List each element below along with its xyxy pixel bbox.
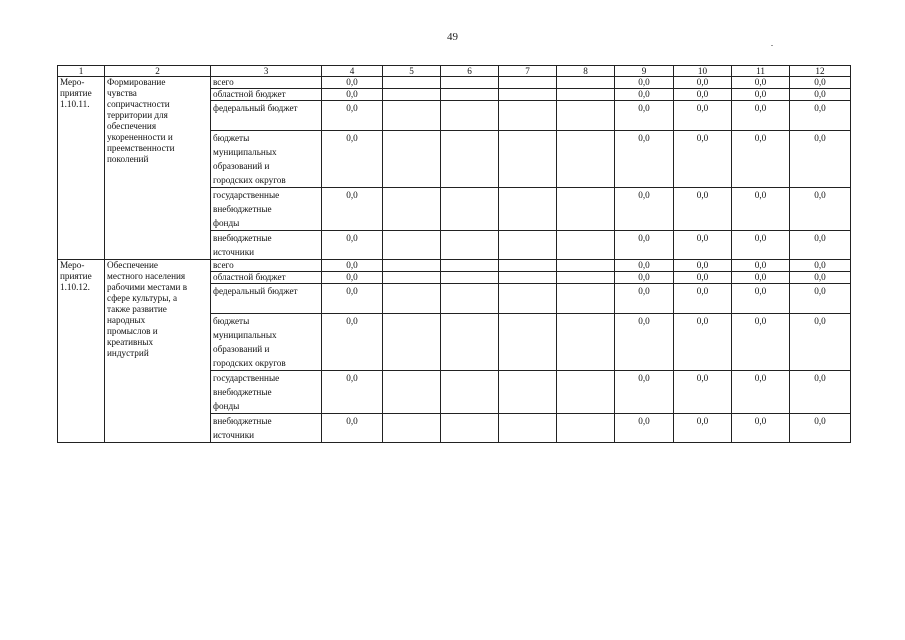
value-cell xyxy=(499,101,557,131)
value-cell: 0,0 xyxy=(674,284,732,314)
value-cell: 0,0 xyxy=(615,231,674,260)
value-cell xyxy=(383,272,441,284)
scan-speck xyxy=(771,45,773,46)
funding-source-line: областной бюджет xyxy=(213,272,286,282)
column-header: 12 xyxy=(790,66,851,77)
value-cell xyxy=(441,131,499,188)
value-cell: 0,0 xyxy=(322,131,383,188)
event-description-line: также развитие xyxy=(107,304,167,314)
value-cell xyxy=(383,77,441,89)
event-number-line: приятие xyxy=(60,88,92,98)
column-header: 4 xyxy=(322,66,383,77)
value-cell: 0,0 xyxy=(790,314,851,371)
value-cell xyxy=(441,188,499,231)
value-cell: 0,0 xyxy=(674,101,732,131)
value-cell: 0,0 xyxy=(732,89,790,101)
value-cell: 0,0 xyxy=(674,272,732,284)
value-cell: 0,0 xyxy=(790,101,851,131)
funding-source-line: областной бюджет xyxy=(213,89,286,99)
event-description-cell xyxy=(105,77,211,260)
event-description-line: народных xyxy=(107,315,146,325)
funding-source-line: образований и xyxy=(213,344,270,354)
value-cell: 0,0 xyxy=(790,260,851,272)
budget-table xyxy=(57,65,851,443)
table-row xyxy=(58,77,851,89)
value-cell: 0,0 xyxy=(732,414,790,443)
value-cell: 0,0 xyxy=(322,231,383,260)
funding-source-line: городских округов xyxy=(213,358,286,368)
funding-source-cell xyxy=(211,314,322,371)
value-cell: 0,0 xyxy=(615,272,674,284)
funding-source-line: фонды xyxy=(213,218,240,228)
column-header: 6 xyxy=(441,66,499,77)
event-number-cell xyxy=(58,77,105,260)
value-cell: 0,0 xyxy=(732,101,790,131)
value-cell xyxy=(441,314,499,371)
column-header: 11 xyxy=(732,66,790,77)
funding-source-cell xyxy=(211,260,322,272)
value-cell: 0,0 xyxy=(674,131,732,188)
value-cell xyxy=(499,260,557,272)
value-cell: 0,0 xyxy=(790,231,851,260)
event-number-line: Меро- xyxy=(60,77,85,87)
event-description-line: Формирование xyxy=(107,77,166,87)
value-cell: 0,0 xyxy=(322,414,383,443)
value-cell xyxy=(441,371,499,414)
funding-source-line: внебюджетные xyxy=(213,387,272,397)
value-cell xyxy=(441,414,499,443)
value-cell: 0,0 xyxy=(615,101,674,131)
funding-source-cell xyxy=(211,231,322,260)
value-cell xyxy=(557,77,615,89)
value-cell: 0,0 xyxy=(790,77,851,89)
value-cell: 0,0 xyxy=(615,414,674,443)
value-cell: 0,0 xyxy=(732,284,790,314)
value-cell xyxy=(383,231,441,260)
value-cell: 0,0 xyxy=(790,188,851,231)
funding-source-line: государственные xyxy=(213,373,280,383)
value-cell xyxy=(499,414,557,443)
value-cell: 0,0 xyxy=(732,188,790,231)
value-cell xyxy=(557,231,615,260)
event-description-line: поколений xyxy=(107,154,149,164)
value-cell xyxy=(499,371,557,414)
value-cell: 0,0 xyxy=(322,272,383,284)
funding-source-line: городских округов xyxy=(213,175,286,185)
value-cell: 0,0 xyxy=(674,414,732,443)
column-header: 1 xyxy=(58,66,105,77)
value-cell: 0,0 xyxy=(615,89,674,101)
funding-source-line: бюджеты xyxy=(213,316,250,326)
funding-source-line: федеральный бюджет xyxy=(213,103,298,113)
value-cell xyxy=(441,272,499,284)
table-body xyxy=(58,77,851,443)
value-cell: 0,0 xyxy=(322,314,383,371)
event-description-line: Обеспечение xyxy=(107,260,158,270)
value-cell xyxy=(441,101,499,131)
value-cell: 0,0 xyxy=(615,314,674,371)
value-cell: 0,0 xyxy=(674,188,732,231)
value-cell: 0,0 xyxy=(674,371,732,414)
value-cell: 0,0 xyxy=(322,77,383,89)
funding-source-cell xyxy=(211,101,322,131)
value-cell: 0,0 xyxy=(732,77,790,89)
value-cell xyxy=(383,414,441,443)
value-cell xyxy=(499,284,557,314)
funding-source-cell xyxy=(211,371,322,414)
value-cell: 0,0 xyxy=(732,371,790,414)
value-cell xyxy=(499,314,557,371)
value-cell: 0,0 xyxy=(790,371,851,414)
page-number: 49 xyxy=(447,31,458,43)
value-cell: 0,0 xyxy=(322,188,383,231)
value-cell xyxy=(557,89,615,101)
funding-source-line: фонды xyxy=(213,401,240,411)
value-cell xyxy=(499,131,557,188)
value-cell: 0,0 xyxy=(615,260,674,272)
value-cell xyxy=(557,131,615,188)
event-description-line: местного населения xyxy=(107,271,186,281)
value-cell xyxy=(499,89,557,101)
funding-source-line: государственные xyxy=(213,190,280,200)
value-cell xyxy=(499,77,557,89)
value-cell xyxy=(499,188,557,231)
funding-source-cell xyxy=(211,131,322,188)
column-header: 2 xyxy=(105,66,211,77)
value-cell xyxy=(383,131,441,188)
event-description-cell xyxy=(105,260,211,443)
event-description-line: сфере культуры, а xyxy=(107,293,178,303)
funding-source-line: источники xyxy=(213,430,255,440)
funding-source-cell xyxy=(211,414,322,443)
event-description-line: укорененности и xyxy=(107,132,173,142)
funding-source-line: образований и xyxy=(213,161,270,171)
column-header: 9 xyxy=(615,66,674,77)
value-cell xyxy=(383,314,441,371)
value-cell: 0,0 xyxy=(674,314,732,371)
funding-source-line: всего xyxy=(213,260,234,270)
value-cell: 0,0 xyxy=(615,371,674,414)
value-cell: 0,0 xyxy=(674,77,732,89)
funding-source-line: бюджеты xyxy=(213,133,250,143)
value-cell: 0,0 xyxy=(322,101,383,131)
value-cell xyxy=(557,272,615,284)
event-description-line: территории для xyxy=(107,110,168,120)
funding-source-cell xyxy=(211,89,322,101)
value-cell: 0,0 xyxy=(322,89,383,101)
value-cell: 0,0 xyxy=(732,131,790,188)
value-cell: 0,0 xyxy=(790,414,851,443)
funding-source-line: федеральный бюджет xyxy=(213,286,298,296)
value-cell: 0,0 xyxy=(732,231,790,260)
value-cell: 0,0 xyxy=(732,272,790,284)
value-cell: 0,0 xyxy=(615,188,674,231)
funding-source-line: внебюджетные xyxy=(213,204,272,214)
value-cell xyxy=(557,188,615,231)
value-cell: 0,0 xyxy=(615,284,674,314)
value-cell: 0,0 xyxy=(674,89,732,101)
event-number-line: 1.10.12. xyxy=(60,282,90,292)
event-number-line: Меро- xyxy=(60,260,85,270)
funding-source-cell xyxy=(211,272,322,284)
column-header: 3 xyxy=(211,66,322,77)
event-description-line: обеспечения xyxy=(107,121,157,131)
event-number-cell xyxy=(58,260,105,443)
value-cell: 0,0 xyxy=(790,131,851,188)
column-header: 7 xyxy=(499,66,557,77)
value-cell xyxy=(557,314,615,371)
funding-source-line: внебюджетные xyxy=(213,233,272,243)
value-cell xyxy=(383,371,441,414)
funding-source-line: внебюджетные xyxy=(213,416,272,426)
funding-source-line: всего xyxy=(213,77,234,87)
value-cell xyxy=(557,414,615,443)
event-description-line: креативных xyxy=(107,337,154,347)
event-description-line: индустрий xyxy=(107,348,149,358)
event-number-line: приятие xyxy=(60,271,92,281)
funding-source-line: муниципальных xyxy=(213,147,277,157)
value-cell: 0,0 xyxy=(790,272,851,284)
event-description-line: чувства xyxy=(107,88,137,98)
value-cell: 0,0 xyxy=(615,77,674,89)
funding-source-cell xyxy=(211,77,322,89)
funding-source-cell xyxy=(211,188,322,231)
value-cell xyxy=(441,231,499,260)
table-row xyxy=(58,260,851,272)
value-cell xyxy=(383,260,441,272)
value-cell xyxy=(383,101,441,131)
value-cell: 0,0 xyxy=(322,260,383,272)
value-cell: 0,0 xyxy=(322,371,383,414)
value-cell: 0,0 xyxy=(732,260,790,272)
column-header: 10 xyxy=(674,66,732,77)
value-cell xyxy=(557,101,615,131)
column-header: 5 xyxy=(383,66,441,77)
value-cell xyxy=(383,284,441,314)
event-description-line: промыслов и xyxy=(107,326,158,336)
value-cell: 0,0 xyxy=(322,284,383,314)
event-description-line: рабочими местами в xyxy=(107,282,188,292)
column-header: 8 xyxy=(557,66,615,77)
value-cell xyxy=(557,371,615,414)
header-row xyxy=(58,66,851,77)
value-cell xyxy=(441,284,499,314)
funding-source-cell xyxy=(211,284,322,314)
value-cell: 0,0 xyxy=(732,314,790,371)
value-cell: 0,0 xyxy=(674,260,732,272)
value-cell xyxy=(557,284,615,314)
funding-source-line: источники xyxy=(213,247,255,257)
funding-source-line: муниципальных xyxy=(213,330,277,340)
value-cell xyxy=(383,89,441,101)
value-cell xyxy=(441,89,499,101)
value-cell xyxy=(441,77,499,89)
value-cell: 0,0 xyxy=(674,231,732,260)
value-cell xyxy=(383,188,441,231)
value-cell: 0,0 xyxy=(790,284,851,314)
value-cell xyxy=(499,272,557,284)
value-cell xyxy=(557,260,615,272)
value-cell: 0,0 xyxy=(790,89,851,101)
value-cell: 0,0 xyxy=(615,131,674,188)
value-cell xyxy=(441,260,499,272)
event-description-line: сопричастности xyxy=(107,99,170,109)
event-number-line: 1.10.11. xyxy=(60,99,90,109)
value-cell xyxy=(499,231,557,260)
event-description-line: преемственности xyxy=(107,143,175,153)
